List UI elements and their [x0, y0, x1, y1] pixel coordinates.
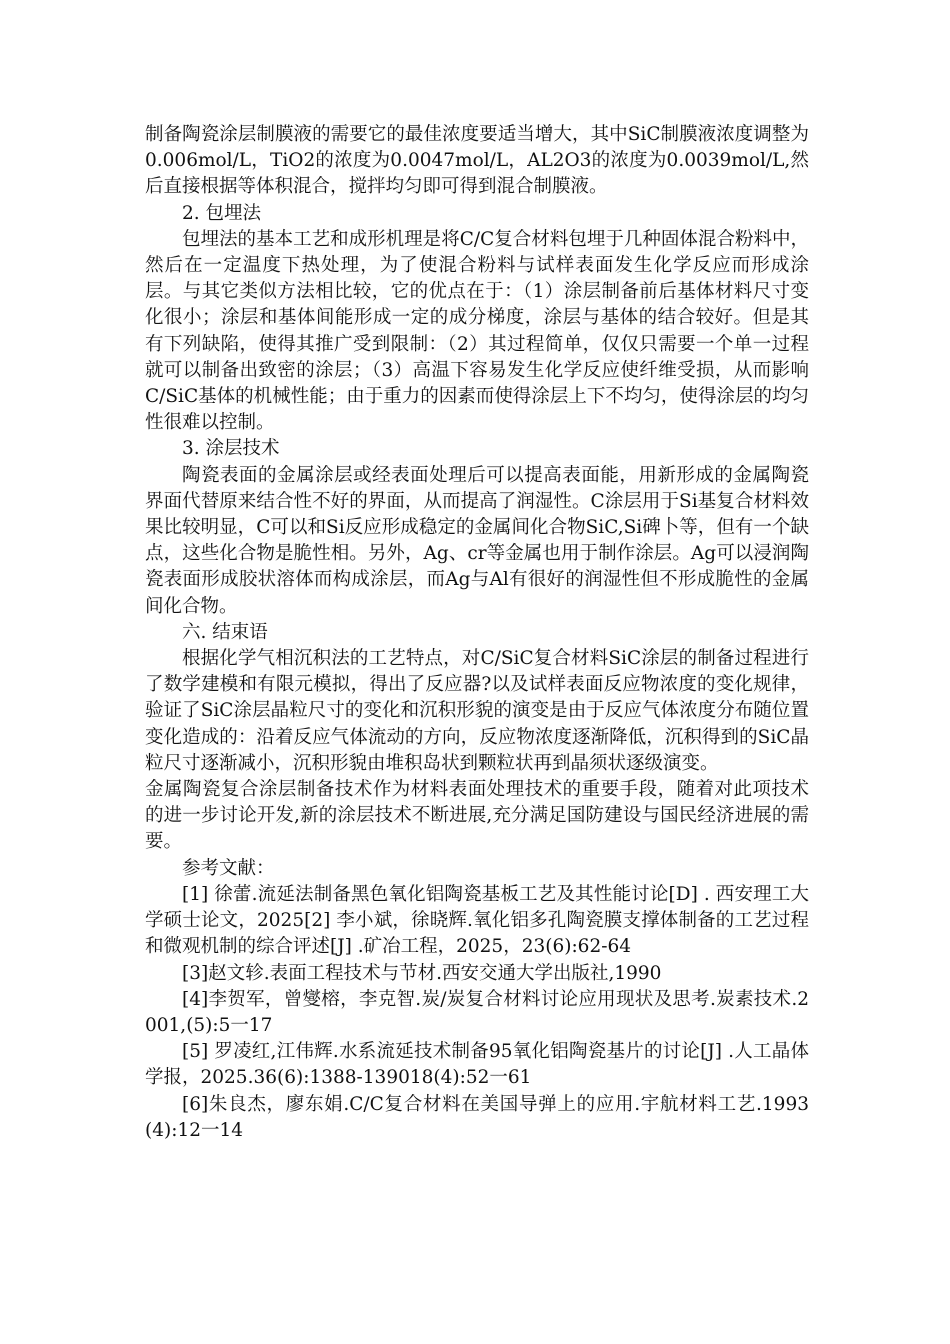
reference-item-4: [4]李贺军，曾燮榕，李克智.炭/炭复合材料讨论应用现状及思考.炭素技术.2001,(5):5一17 [145, 988, 809, 1036]
document-page [145, 122, 809, 1144]
reference-item-1-2: [1] 徐蕾.流延法制备黑色氧化铝陶瓷基板工艺及其性能讨论[D] . 西安理工大学硕士论文，2025[2] 李小斌，徐晓辉.氧化铝多孔陶瓷膜支撑体制备的工艺过程和微观机制的综合评述[J] .矿冶工程，2025，23(6):62-64 [145, 883, 809, 958]
paragraph-conclusion-summary: 金属陶瓷复合涂层制备技术作为材料表面处理技术的重要手段，随着对此项技术的进一步讨论开发,新的涂层技术不断进展,充分满足国防建设与国民经济进展的需要。 [145, 779, 809, 853]
section-heading-embedding: 2. 包埋法 [182, 202, 262, 224]
paragraph-embedding-method: 包埋法的基本工艺和成形机理是将C/C复合材料包埋于几种固体混合粉料中，然后在一定温度下热处理，为了使混合粉料与试样表面发生化学反应而形成涂层。与其它类似方法相比较，它的优点在于：（1）涂层制备前后基体材料尺寸变化很小；涂层和基体间能形成一定的成分梯度，涂层与基体的结合较好。但是其有下列缺陷，使得其推广受到限制：（2）其过程简单，仅仅只需要一个单一过程就可以制备出致密的涂层；（3）高温下容易发生化学反应使纤维受损，从而影响C/SiC基体的机械性能；由于重力的因素而使得涂层上下不均匀，使得涂层的均匀性很难以控制。 [145, 228, 809, 434]
reference-item-3: [3]赵文轸.表面工程技术与节材.西安交通大学出版社,1990 [182, 962, 662, 984]
section-heading-conclusion: 六. 结束语 [182, 621, 268, 643]
references-heading: 参考文献： [182, 857, 275, 879]
section-heading-coating-tech: 3. 涂层技术 [182, 438, 280, 460]
reference-item-5: [5] 罗凌红,江伟辉.水系流延技术制备95氧化铝陶瓷基片的讨论[J] .人工晶体学报，2025.36(6):1388-139018(4):52一61 [145, 1041, 809, 1089]
paragraph-coating-solution: 制备陶瓷涂层制膜液的需要它的最佳浓度要适当增大，其中SiC制膜液浓度调整为0.006mol/L，TiO2的浓度为0.0047mol/L，AL2O3的浓度为0.0039mol/L,然后直接根据等体积混合，搅拌均匀即可得到混合制膜液。 [145, 124, 809, 198]
reference-item-6: [6]朱良杰，廖东娟.C/C复合材料在美国导弹上的应用.宇航材料工艺.1993(4):12一14 [145, 1093, 809, 1141]
paragraph-conclusion: 根据化学气相沉积法的工艺特点，对C/SiC复合材料SiC涂层的制备过程进行了数学建模和有限元模拟，得出了反应器?以及试样表面反应物浓度的变化规律，验证了SiC涂层晶粒尺寸的变化和沉积形貌的演变是由于反应气体浓度分布随位置变化造成的：沿着反应气体流动的方向，反应物浓度逐渐降低，沉积得到的SiC晶粒尺寸逐渐减小，沉积形貌由堆积岛状到颗粒状再到晶须状逐级演变。 [145, 648, 809, 774]
paragraph-coating-tech: 陶瓷表面的金属涂层或经表面处理后可以提高表面能，用新形成的金属陶瓷界面代替原来结合性不好的界面，从而提高了润湿性。C涂层用于Si基复合材料效果比较明显，C可以和Si反应形成稳定的金属间化合物SiC,Si碑卜等，但有一个缺点，这些化合物是脆性相。另外，Ag、cr等金属也用于制作涂层。Ag可以浸润陶瓷表面形成胶状溶体而构成涂层，而Ag与Al有很好的润湿性但不形成脆性的金属间化合物。 [145, 464, 809, 617]
